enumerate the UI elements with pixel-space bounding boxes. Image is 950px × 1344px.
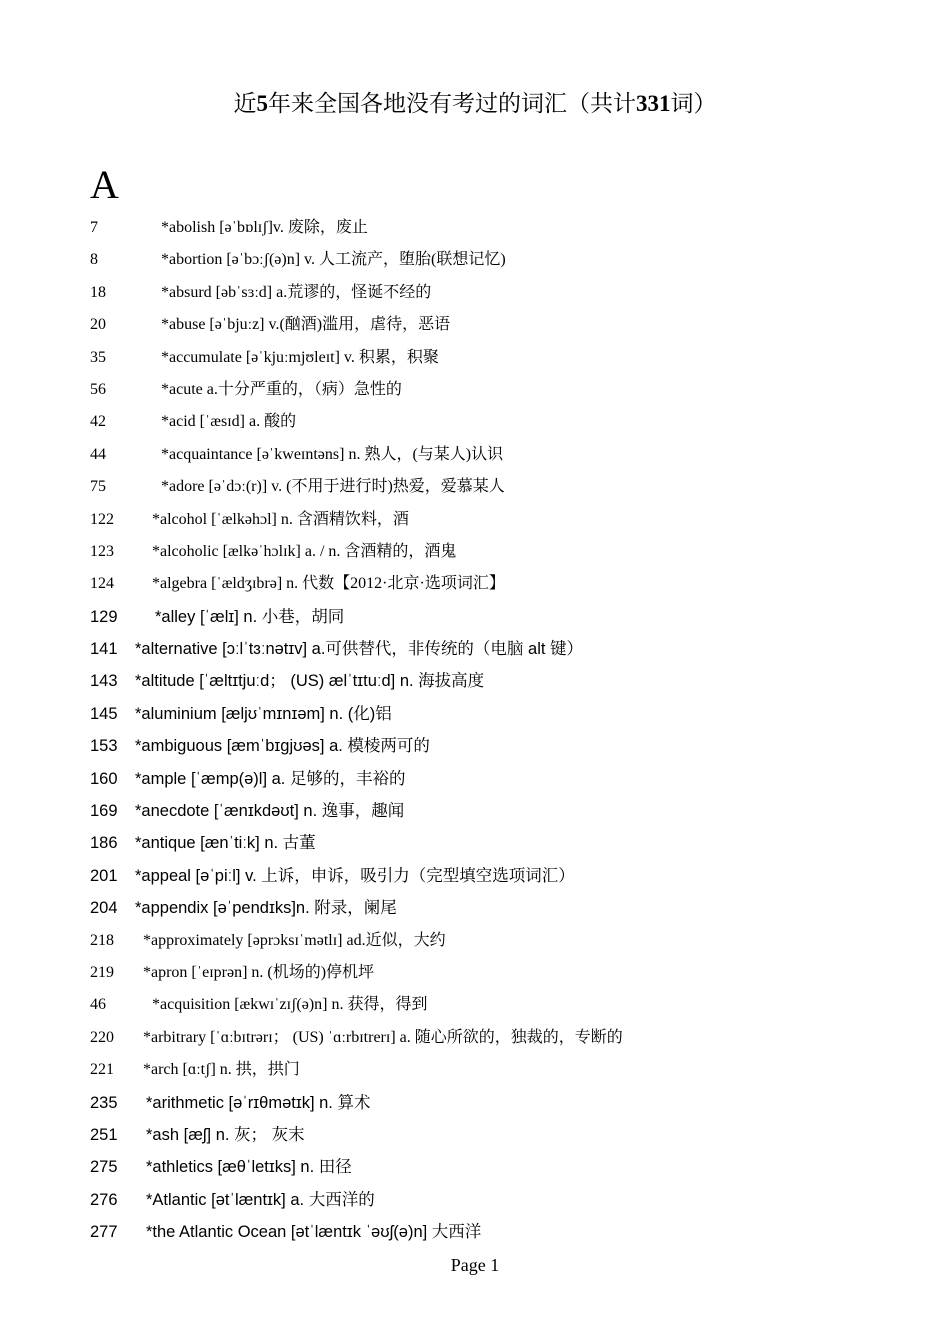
entry-number: 153 (90, 737, 118, 756)
entry-number: 141 (90, 640, 118, 659)
list-item (90, 1216, 910, 1248)
list-item (90, 860, 910, 892)
list-item (90, 827, 910, 859)
list-item (90, 504, 910, 536)
list-item (90, 439, 910, 471)
entry-number: 169 (90, 802, 118, 821)
entry-number: 143 (90, 672, 118, 691)
entry-number: 204 (90, 899, 118, 918)
entry-text: *arch [ɑːtʃ] n. 拱，拱门 (143, 1061, 300, 1079)
entry-number: 186 (90, 834, 118, 853)
list-item (90, 536, 910, 568)
entry-number: 8 (90, 251, 98, 269)
list-item (90, 763, 910, 795)
entry-text: *alcoholic [ælkəˈhɔlɪk] a. / n. 含酒精的，酒鬼 (152, 542, 457, 560)
entry-text: *acquisition [ækwɪˈzɪʃ(ə)n] n. 获得，得到 (152, 996, 428, 1014)
entry-text: *alcohol [ˈælkəhɔl] n. 含酒精饮料，酒 (152, 510, 409, 528)
entry-text: *alternative [ɔːlˈtɜːnətɪv] a.可供替代，非传统的（电脑 alt 键） (135, 640, 584, 659)
entry-number: 276 (90, 1190, 118, 1209)
entry-number: 201 (90, 866, 118, 885)
entry-number: 35 (90, 348, 106, 366)
entry-number: 42 (90, 413, 106, 431)
entry-number: 129 (90, 607, 118, 626)
entry-number: 220 (90, 1028, 114, 1046)
entry-text: *the Atlantic Ocean [ətˈlæntɪk ˈəʊʃ(ə)n] 大西洋 (146, 1223, 482, 1242)
entry-text: *aluminium [æljʊˈmɪnɪəm] n. (化)铝 (135, 704, 392, 723)
entry-number: 251 (90, 1125, 118, 1144)
page-title: 近5年来全国各地没有考过的词汇（共计331词） (233, 91, 717, 117)
entry-text: *arithmetic [əˈrɪθmətɪk] n. 算术 (146, 1093, 371, 1112)
entry-number: 221 (90, 1061, 114, 1079)
entry-number: 20 (90, 316, 106, 334)
list-item (90, 633, 910, 665)
entry-number: 160 (90, 769, 118, 788)
entry-number: 46 (90, 996, 106, 1014)
entry-text: *altitude [ˈæltɪtjuːd； (US) ælˈtɪtuːd] n. 海拔高度 (135, 672, 485, 691)
list-item (90, 1119, 910, 1151)
entry-number: 75 (90, 478, 106, 496)
entry-text: *abortion [əˈbɔːʃ(ə)n] v. 人工流产，堕胎(联想记忆) (161, 251, 506, 269)
entry-number: 219 (90, 963, 114, 981)
list-item (90, 665, 910, 697)
entry-number: 277 (90, 1223, 118, 1242)
list-item (90, 601, 910, 633)
entry-text: *alley [ˈælɪ] n. 小巷，胡同 (155, 607, 345, 626)
entry-text: *abuse [əˈbjuːz] v.(酗酒)滥用，虐待，恶语 (161, 316, 451, 334)
list-item (90, 957, 910, 989)
list-item (90, 1054, 910, 1086)
list-item (90, 212, 910, 244)
list-item (90, 342, 910, 374)
list-item (90, 406, 910, 438)
entry-number: 18 (90, 283, 106, 301)
entry-number: 235 (90, 1093, 118, 1112)
list-item (90, 1087, 910, 1119)
entry-text: *apron [ˈeɪprən] n. (机场的)停机坪 (143, 963, 375, 981)
vocabulary-list (90, 212, 910, 1249)
entry-number: 145 (90, 704, 118, 723)
list-item (90, 374, 910, 406)
list-item (90, 277, 910, 309)
entry-text: *athletics [æθˈletɪks] n. 田径 (146, 1158, 352, 1177)
entry-text: *abolish [əˈbɒlɪʃ]v. 废除，废止 (161, 219, 368, 236)
entry-text: *absurd [əbˈsɜːd] a.荒谬的，怪诞不经的 (161, 283, 432, 301)
section-letter: A (90, 162, 119, 207)
list-item (90, 1022, 910, 1054)
entry-text: *approximately [əprɔksɪˈmətlɪ] ad.近似，大约 (143, 931, 446, 949)
entry-text: *Atlantic [ətˈlæntɪk] a. 大西洋的 (146, 1190, 375, 1209)
list-item (90, 568, 910, 600)
entry-number: 56 (90, 380, 106, 398)
list-item (90, 244, 910, 276)
entry-text: *algebra [ˈældʒɪbrə] n. 代数【2012·北京·选项词汇】 (152, 575, 505, 593)
entry-number: 124 (90, 575, 114, 593)
list-item (90, 925, 910, 957)
list-item (90, 698, 910, 730)
entry-text: *appendix [əˈpendɪks]n. 附录，阑尾 (135, 899, 397, 918)
entry-number: 44 (90, 445, 106, 463)
entry-text: *antique [ænˈtiːk] n. 古董 (135, 834, 316, 853)
list-item (90, 989, 910, 1021)
list-item (90, 795, 910, 827)
entry-text: *ambiguous [æmˈbɪgjʊəs] a. 模棱两可的 (135, 737, 430, 756)
entry-text: *appeal [əˈpiːl] v. 上诉，申诉，吸引力（完型填空选项词汇） (135, 866, 575, 885)
entry-text: *acquaintance [əˈkweɪntəns] n. 熟人，(与某人)认识 (161, 445, 504, 463)
entry-text: *accumulate [əˈkjuːmjʊleɪt] v. 积累，积聚 (161, 348, 439, 366)
entry-text: *acute a.十分严重的，（病）急性的 (161, 380, 402, 398)
list-item (90, 730, 910, 762)
entry-text: *arbitrary [ˈɑːbɪtrərɪ； (US) ˈɑːrbɪtrerɪ] a. 随心所欲的，独裁的，专断的 (143, 1028, 623, 1046)
entry-text: *adore [əˈdɔː(r)] v. (不用于进行时)热爱，爱慕某人 (161, 478, 505, 496)
list-item (90, 1151, 910, 1183)
entry-number: 218 (90, 931, 114, 949)
entry-text: *anecdote [ˈænɪkdəʊt] n. 逸事，趣闻 (135, 802, 405, 821)
entry-number: 123 (90, 542, 114, 560)
page-footer: Page 1 (450, 1255, 500, 1275)
list-item (90, 309, 910, 341)
list-item (90, 1184, 910, 1216)
entry-text: *ash [æʃ] n. 灰； 灰末 (146, 1125, 305, 1144)
entry-text: *acid [ˈæsɪd] a. 酸的 (161, 413, 297, 431)
entry-number: 275 (90, 1158, 118, 1177)
entry-text: *ample [ˈæmp(ə)l] a. 足够的，丰裕的 (135, 769, 406, 788)
list-item (90, 892, 910, 924)
list-item (90, 471, 910, 503)
entry-number: 122 (90, 510, 114, 528)
entry-number: 7 (90, 219, 98, 236)
